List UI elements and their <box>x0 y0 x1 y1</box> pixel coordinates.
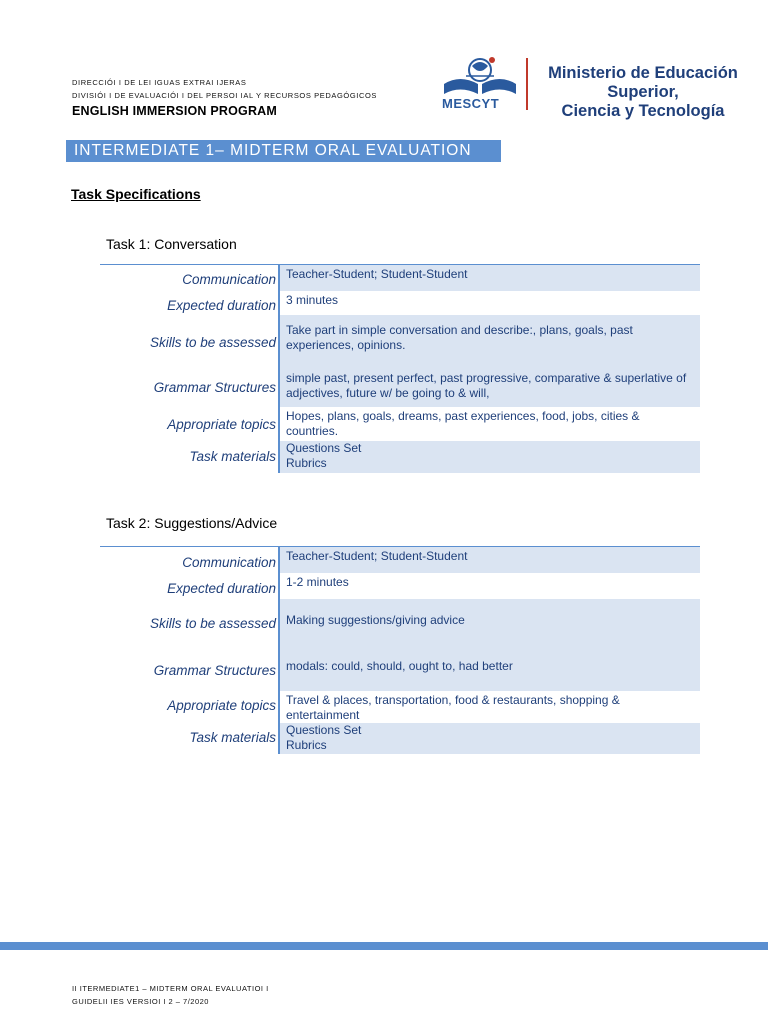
row-value: 1-2 minutes <box>286 575 349 589</box>
row-value: Take part in simple conversation and describe:, plans, goals, past experiences, opinions. <box>280 315 700 357</box>
section-title: Task Specifications <box>71 186 201 202</box>
row-label: Task materials <box>189 449 276 464</box>
header-department: DIRECCIÓI I DE LEI IGUAS EXTRAI IJERAS <box>72 78 247 87</box>
row-label: Appropriate topics <box>167 417 276 432</box>
table-row <box>100 291 700 315</box>
mescyt-logo <box>440 54 740 118</box>
mescyt-wordmark: MESCYT <box>442 96 500 111</box>
footer-version: GUIDELII IES VERSIOI I 2 – 7/2020 <box>72 997 209 1006</box>
row-label: Expected duration <box>167 581 276 596</box>
ministry-name-line2: Ciencia y Tecnología <box>561 102 725 120</box>
row-label: Skills to be assessed <box>149 335 276 350</box>
task1-table <box>100 264 700 476</box>
row-label: Task materials <box>189 730 276 745</box>
material-item: Questions Set <box>286 441 362 455</box>
row-value: Travel & places, transportation, food & restaurants, shopping & entertainment <box>286 693 620 722</box>
table-row <box>100 547 700 573</box>
table-row <box>100 723 700 754</box>
material-item: Rubrics <box>286 456 327 470</box>
task2-table <box>100 546 700 756</box>
row-value: Hopes, plans, goals, dreams, past experiences, food, jobs, cities & countries. <box>286 409 640 438</box>
table-row <box>100 357 700 407</box>
row-label: Appropriate topics <box>167 698 276 713</box>
material-item: Questions Set <box>286 723 362 737</box>
row-label: Skills to be assessed <box>149 616 276 631</box>
table-row <box>100 691 700 723</box>
task2-title: Task 2: Suggestions/Advice <box>106 515 278 531</box>
row-label: Communication <box>182 272 276 287</box>
row-value <box>280 723 700 754</box>
table-row <box>100 265 700 291</box>
row-label: Grammar Structures <box>153 380 276 395</box>
header-division: DIVISIÓI I DE EVALUACIÓI I DEL PERSOI IAL Y RECURSOS PEDAGÓGICOS <box>72 91 378 100</box>
row-value: Making suggestions/giving advice <box>280 599 700 645</box>
logo-divider <box>526 58 528 110</box>
table-row <box>100 599 700 645</box>
table-row <box>100 645 700 691</box>
row-label: Communication <box>182 555 276 570</box>
row-label: Grammar Structures <box>153 663 276 678</box>
row-value <box>280 441 700 473</box>
row-value: modals: could, should, ought to, had better <box>280 645 700 691</box>
document-title-banner: INTERMEDIATE 1– MIDTERM ORAL EVALUATION <box>66 140 501 162</box>
row-value: 3 minutes <box>286 293 339 307</box>
row-value: Teacher-Student; Student-Student <box>280 547 700 573</box>
table-row <box>100 315 700 357</box>
mescyt-emblem-icon <box>440 54 520 98</box>
row-value: simple past, present perfect, past progressive, comparative & superlative of adjectives, future w/ be going to & will, <box>280 357 700 407</box>
table-row <box>100 407 700 441</box>
ministry-name-line1: Ministerio de Educación Superior, <box>548 64 738 101</box>
material-item: Rubrics <box>286 738 327 752</box>
task1-title: Task 1: Conversation <box>106 236 237 252</box>
table-row <box>100 573 700 599</box>
footer-rule <box>0 942 768 950</box>
ministry-name <box>538 64 748 121</box>
program-name: ENGLISH IMMERSION PROGRAM <box>72 104 278 118</box>
row-label: Expected duration <box>167 298 276 313</box>
footer-doc-name: II ITERMEDIATE1 – MIDTERM ORAL EVALUATIOI I <box>72 984 269 993</box>
row-value: Teacher-Student; Student-Student <box>280 265 700 291</box>
table-row <box>100 441 700 473</box>
